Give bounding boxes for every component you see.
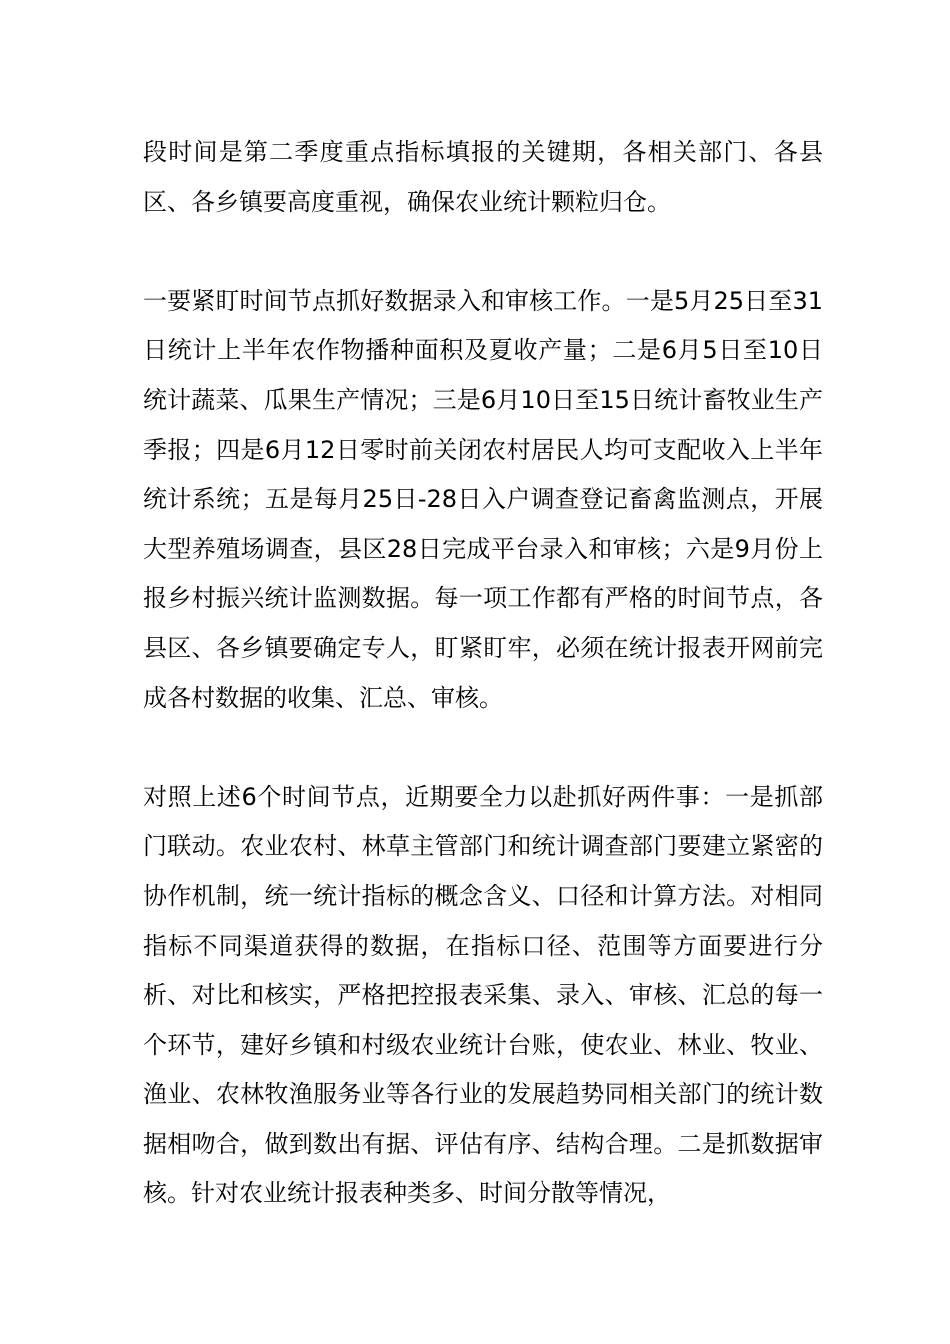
document-body <box>143 128 823 1219</box>
paragraph-1: 段时间是第二季度重点指标填报的关键期，各相关部门、各县区、各乡镇要高度重视，确保农业统计颗粒归仓。 <box>143 138 823 216</box>
paragraph-3: 对照上述6个时间节点，近期要全力以赴抓好两件事：一是抓部门联动。农业农村、林草主管部门和统计调查部门要建立紧密的协作机制，统一统计指标的概念含义、口径和计算方法。对相同指标不同渠道获得的数据，在指标口径、范围等方面要进行分析、对比和核实，严格把控报表采集、录入、审核、汇总的每一个环节，建好乡镇和村级农业统计台账，使农业、林业、牧业、渔业、农林牧渔服务业等各行业的发展趋势同相关部门的统计数据相吻合，做到数出有据、评估有序、结构合理。二是抓数据审核。针对农业统计报表种类多、时间分散等情况， <box>143 782 823 1208</box>
paragraph-2: 一要紧盯时间节点抓好数据录入和审核工作。一是5月25日至31日统计上半年农作物播种面积及夏收产量；二是6月5日至10日统计蔬菜、瓜果生产情况；三是6月10日至15日统计畜牧业生产季报；四是6月12日零时前关闭农村居民人均可支配收入上半年统计系统；五是每月25日-28日入户调查登记畜禽监测点，开展大型养殖场调查，县区28日完成平台录入和审核；六是9月份上报乡村振兴统计监测数据。每一项工作都有严格的时间节点，各县区、各乡镇要确定专人，盯紧盯牢，必须在统计报表开网前完成各村数据的收集、汇总、审核。 <box>143 286 823 712</box>
